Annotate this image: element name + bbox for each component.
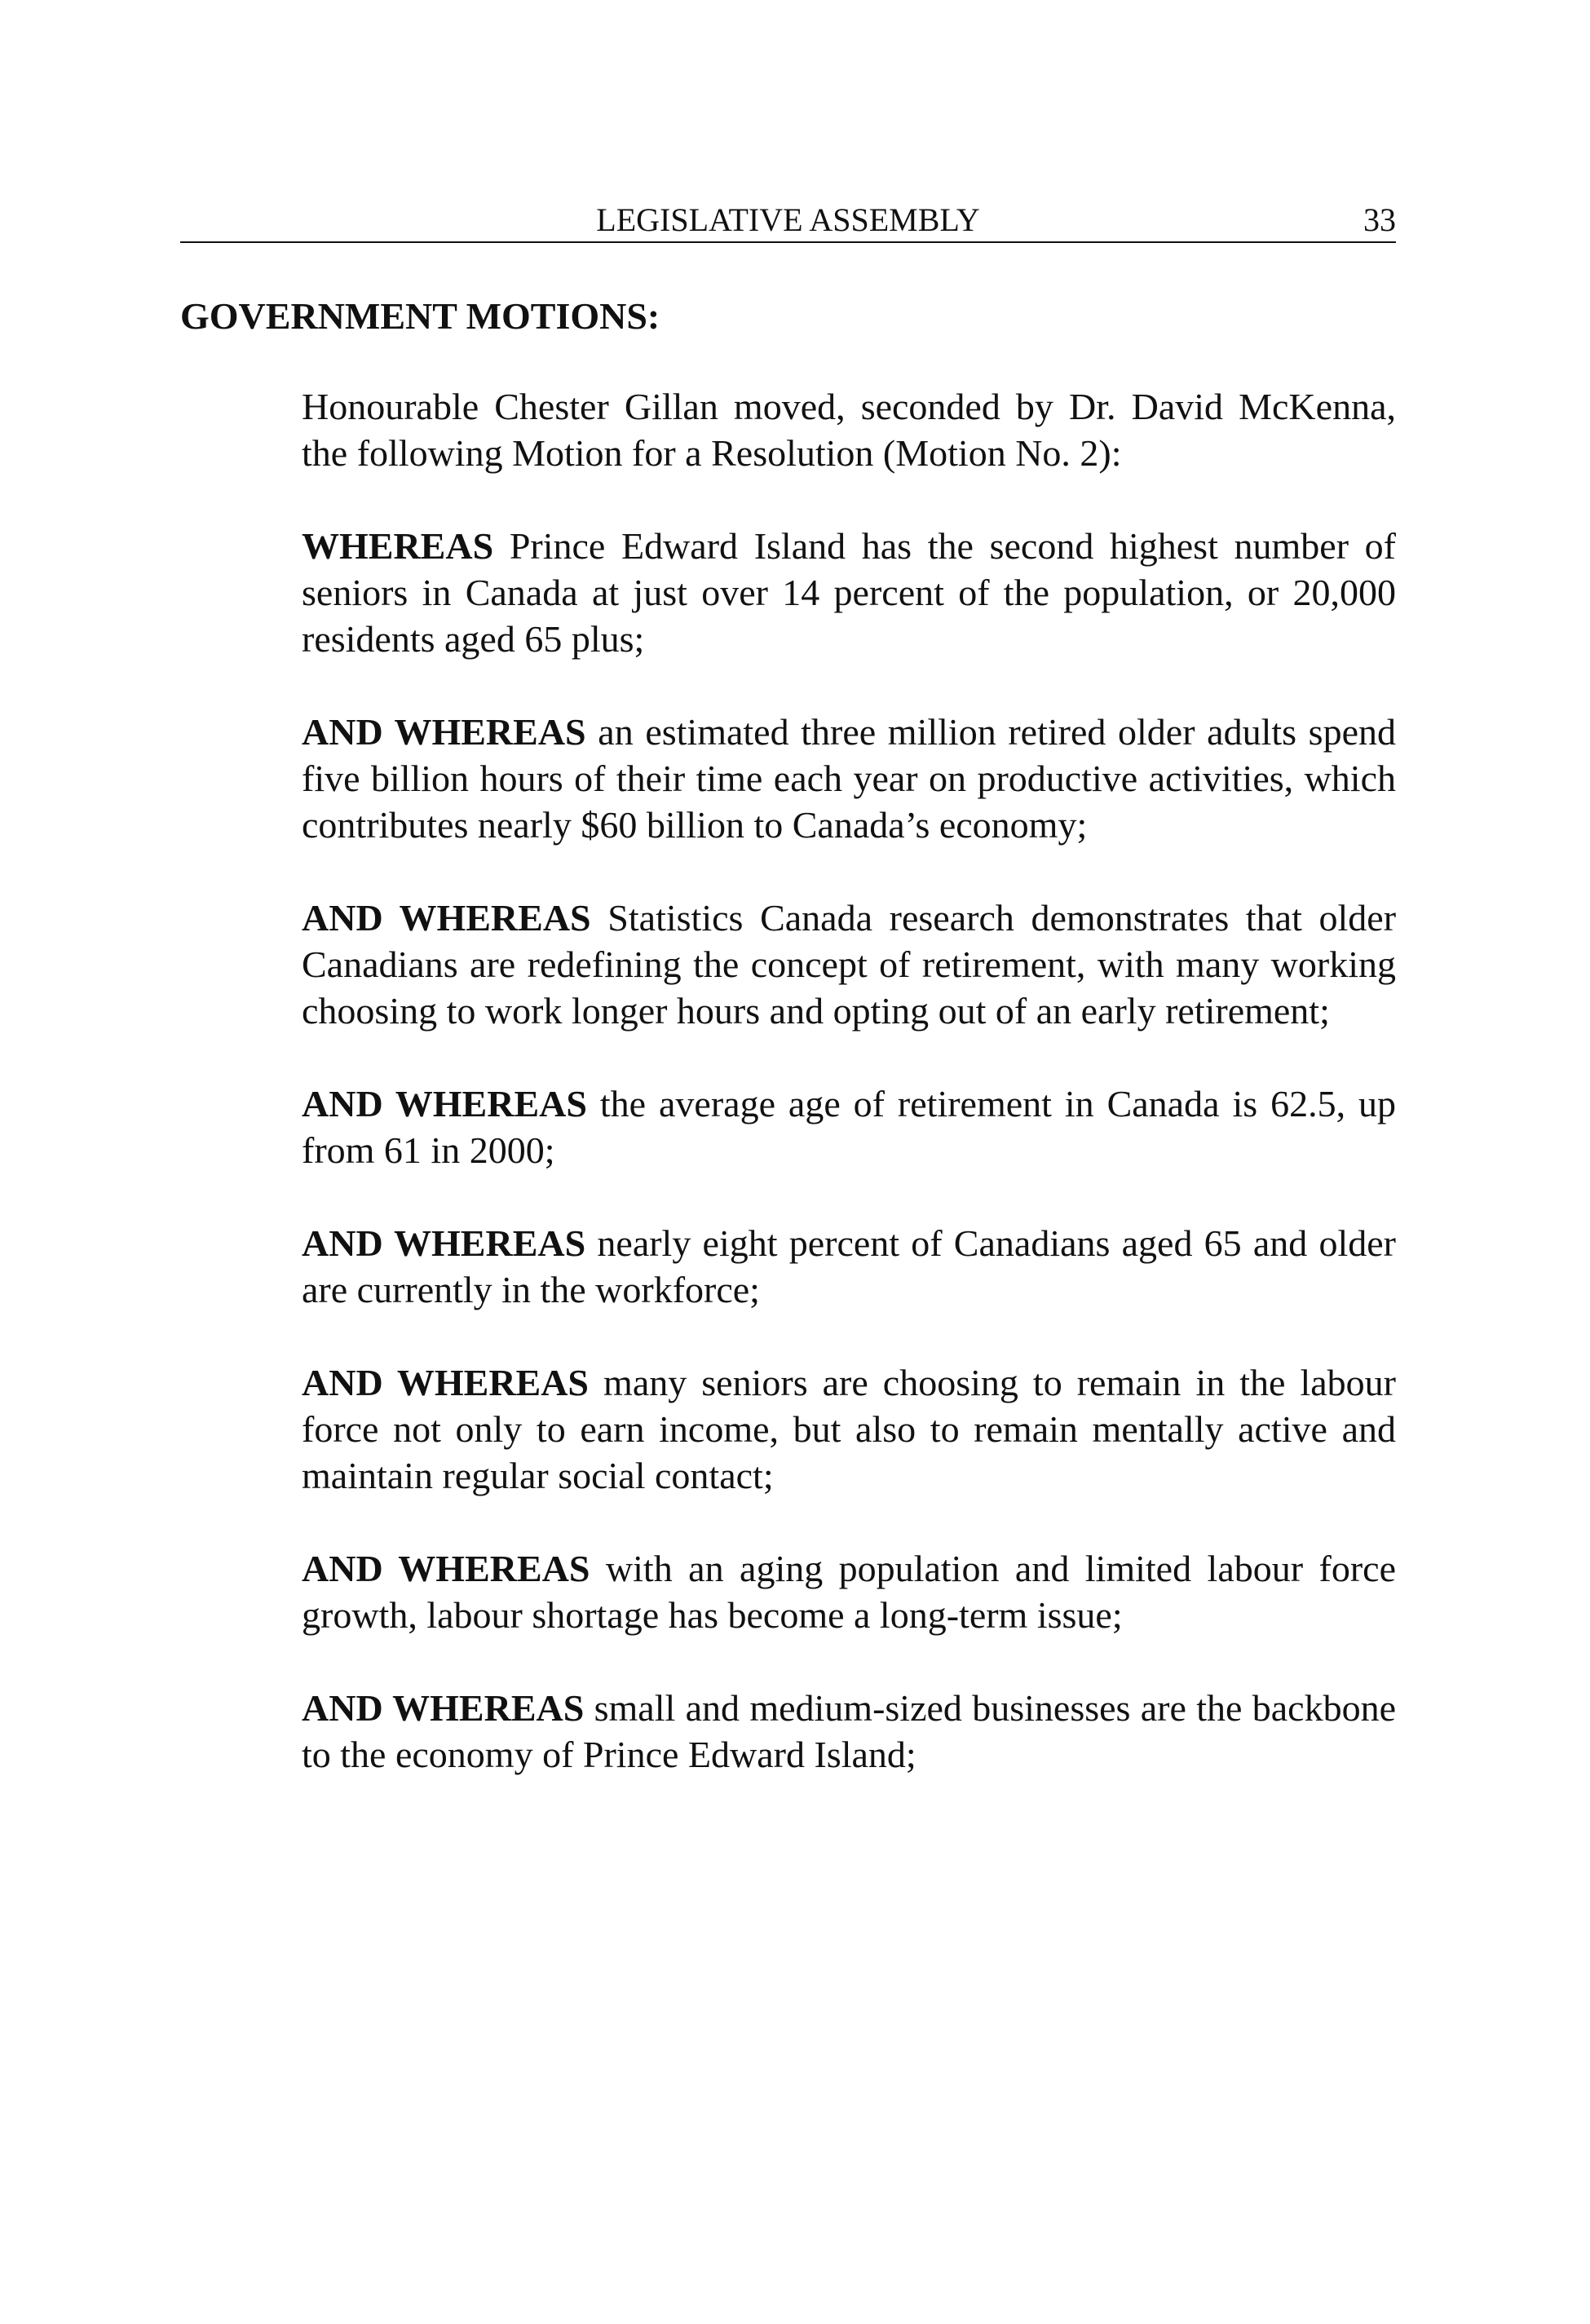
paragraph-lead: AND WHEREAS <box>302 1548 590 1589</box>
motion-intro-paragraph <box>302 383 1396 476</box>
paragraph-lead: WHEREAS <box>302 525 494 567</box>
paragraph-lead: AND WHEREAS <box>302 1083 587 1124</box>
motion-body <box>302 383 1396 1824</box>
paragraph-text: Prince Edward Island has the second highest number of seniors in Canada at just over 14 percent of the population, or 20,000 residents aged 65 plus; <box>302 525 1396 660</box>
paragraph-lead: AND WHEREAS <box>302 897 591 939</box>
whereas-paragraph <box>302 709 1396 848</box>
paragraph-text: many seniors are choosing to remain in the labour force not only to earn income, but also to remain mentally active and maintain regular social contact; <box>302 1362 1396 1496</box>
whereas-paragraph <box>302 1359 1396 1499</box>
paragraph-lead: AND WHEREAS <box>302 1687 585 1729</box>
whereas-paragraph <box>302 1685 1396 1778</box>
paragraph-lead: AND WHEREAS <box>302 1362 590 1403</box>
paragraph-text: an estimated three million retired older adults spend five billion hours of their time each year on productive activities, which contributes nearly $60 billion to Canada’s economy; <box>302 711 1396 846</box>
paragraph-text: nearly eight percent of Canadians aged 65 and older are currently in the workforce; <box>302 1222 1396 1310</box>
section-heading: GOVERNMENT MOTIONS: <box>180 295 660 337</box>
whereas-paragraph <box>302 523 1396 662</box>
whereas-paragraph <box>302 1220 1396 1313</box>
paragraph-text: the average age of retirement in Canada is 62.5, up from 61 in 2000; <box>302 1083 1396 1171</box>
paragraph-lead: AND WHEREAS <box>302 1222 586 1264</box>
whereas-paragraph <box>302 1545 1396 1638</box>
whereas-paragraph <box>302 895 1396 1034</box>
paragraph-text: Honourable Chester Gillan moved, seconded by Dr. David McKenna, the following Motion for a Resolution (Motion No. 2): <box>302 386 1396 474</box>
whereas-paragraph <box>302 1080 1396 1173</box>
paragraph-lead: AND WHEREAS <box>302 711 586 753</box>
paragraph-text: small and medium-sized businesses are the backbone to the economy of Prince Edward Island; <box>302 1687 1396 1775</box>
paragraph-text: Statistics Canada research demonstrates that older Canadians are redefining the concept of retirement, with many working choosing to work longer hours and opting out of an early retirement; <box>302 897 1397 1032</box>
page-number: 33 <box>1363 201 1396 238</box>
paragraph-text: with an aging population and limited labour force growth, labour shortage has become a long-term issue; <box>302 1548 1396 1636</box>
running-header <box>180 199 1396 243</box>
header-title: LEGISLATIVE ASSEMBLY <box>596 201 980 238</box>
